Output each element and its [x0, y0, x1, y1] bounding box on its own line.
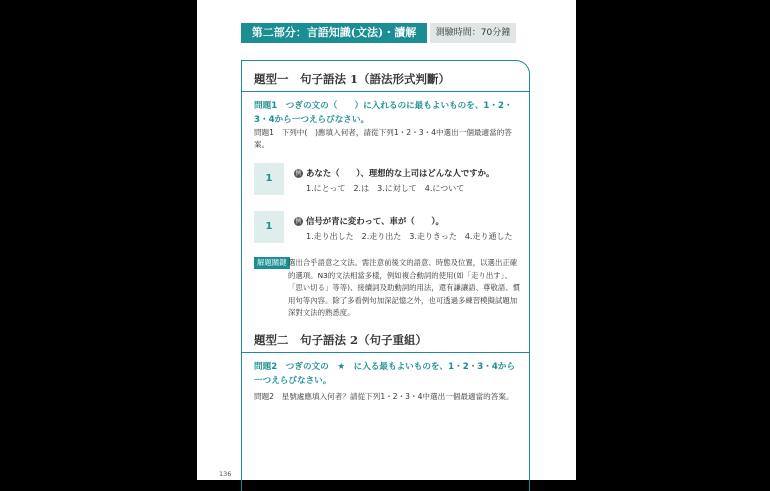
page-number: 136 [219, 470, 232, 478]
part-title: 第二部分：言語知識(文法)・讀解 [241, 23, 427, 43]
example-badge-icon: 例 [295, 170, 302, 177]
instruction-1: 問題1 つぎの文の（ ）に入れるのに最もよいものを、1・2・3・4から一つえらびなさい。 [254, 101, 513, 125]
question-text: あなた（ ）、理想的な上司はどんな人ですか。 [306, 168, 495, 178]
question-text: 信号が青に変わって、車が（ ）。 [306, 216, 444, 226]
instruction-2: 問題2 つぎの文の ★ に入る最もよいものを、1・2・3・4から一つえらびなさい。 [254, 362, 516, 386]
section-title-1: 題型一 句子語法 1（語法形式判斷） [254, 72, 451, 86]
question-number-box: 1 [254, 163, 284, 195]
explanation-text: 選出合乎語意之文法。需注意前後文的語意、時態及位置，以選出正確的選項。N3的文法相當多樣，例如複合動詞的使用(如「走り出す」、「思い切る」等等)、接續詞及助動詞的用法，還有謙讓語、尊敬語、慣用句等內容。除了多看例句加深記憶之外，也可透過多練習模擬試題加深對文法的熟悉度。 [288, 258, 520, 318]
section-divider-1 [242, 91, 529, 92]
section-divider-2 [242, 352, 529, 353]
page-header [241, 23, 516, 43]
book-page [197, 0, 576, 480]
explanation-tag: 解題關鍵 [254, 257, 290, 269]
question-number-box: 1 [254, 211, 284, 243]
content-box [241, 60, 530, 491]
example-badge-icon: 例 [295, 218, 302, 225]
question-options: 1.走り出した 2.走り出た 3.走りきった 4.走り通した [306, 232, 513, 241]
question-sentence [294, 167, 494, 179]
test-time-label: 測驗時間：70分鐘 [430, 23, 516, 43]
instruction-2-zh: 問題2 星號處應填入何者？請從下列1・2・3・4中選出一個最適當的答案。 [254, 392, 514, 401]
section-title-2: 題型二 句子語法 2（句子重組） [254, 333, 428, 347]
instruction-1-zh: 問題1 下列中( )應填入何者，請從下列1・2・3・4中選出一個最適當的答案。 [254, 128, 512, 149]
question-sentence [294, 215, 444, 227]
question-options: 1.にとって 2.は 3.に対して 4.について [306, 184, 465, 193]
